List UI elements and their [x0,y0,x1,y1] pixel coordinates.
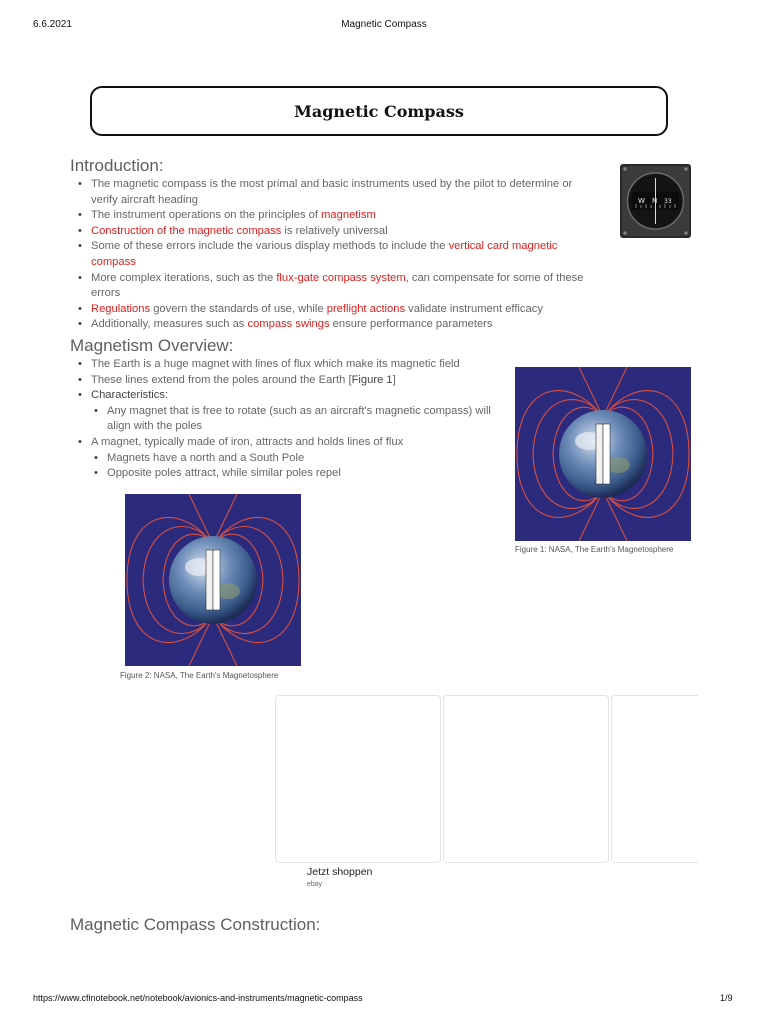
print-date: 6.6.2021 [33,19,72,30]
overview-list-item [70,357,500,373]
overview-list-item [70,451,500,467]
intro-list-item [70,271,600,302]
inline-link[interactable]: Construction of the magnetic compass [91,224,282,237]
figure-1-caption: Figure 1: NASA, The Earth's Magnetosphere [515,545,674,554]
intro-list-item [70,302,600,318]
figure-2-image [125,494,301,666]
intro-list [70,177,600,333]
magnetosphere-illustration [515,367,691,541]
ad-source: ebay [307,881,323,888]
list-item-text: ensure performance parameters [329,318,493,331]
compass-letter-33: 33 [664,198,672,205]
inline-link[interactable]: magnetism [321,209,376,222]
inline-link[interactable]: preflight actions [326,302,406,315]
ad-card-2[interactable] [443,695,609,863]
intro-heading: Introduction: [70,156,164,175]
intro-list-item [70,224,600,240]
list-item-text: Characteristics: [91,389,169,402]
intro-list-item [70,317,600,333]
list-item-text: Some of these errors include the various display methods to include the [91,240,449,253]
magnetosphere-illustration [125,494,301,666]
figure-1-image [515,367,691,541]
ad-card-3[interactable] [611,695,698,863]
list-item-text: The magnetic compass is the most primal and basic instruments used by the pilot to determine or verify aircraft heading [91,178,573,206]
compass-letter-w: W [638,197,645,205]
overview-list [70,357,500,482]
list-item-text: validate instrument efficacy [405,302,543,315]
overview-list-item [70,388,500,404]
list-item-text: A magnet, typically made of iron, attracts and holds lines of flux [91,435,404,448]
inline-link[interactable]: Regulations [91,302,151,315]
overview-heading: Magnetism Overview: [70,336,234,355]
overview-list-item [70,435,500,451]
intro-list-item [70,239,600,270]
list-item-text: More complex iterations, such as the [91,271,277,284]
overview-list-item [70,466,500,482]
list-item-text: Additionally, measures such as [91,318,248,331]
list-item-text: is relatively universal [281,224,388,237]
page-title: Magnetic Compass [294,101,464,121]
title-box [90,86,668,136]
overview-list-item [70,373,500,389]
footer-page-number: 1/9 [720,993,733,1003]
list-item-text: These lines extend from the poles around the Earth [ [91,373,352,386]
figure-2-caption: Figure 2: NASA, The Earth's Magnetosphere [120,671,279,680]
list-item-text: ] [392,373,396,386]
inline-link[interactable]: vertical card magnetic compass [91,240,558,268]
construction-heading: Magnetic Compass Construction: [70,915,321,934]
compass-letter-n: N [652,197,658,205]
intro-list-item [70,208,600,224]
intro-list-item [70,177,600,208]
list-item-text: The instrument operations on the principles of [91,209,322,222]
inline-link[interactable]: flux-gate compass system [276,271,406,284]
overview-list-item [70,404,500,435]
list-item-text: Opposite poles attract, while similar poles repel [107,467,341,480]
footer-url: https://www.cfinotebook.net/notebook/avionics-and-instruments/magnetic-compass [33,993,363,1003]
list-item-text: govern the standards of use, while [150,302,327,315]
list-item-text: Figure 1 [351,373,393,386]
list-item-text: Any magnet that is free to rotate (such as an aircraft's magnetic compass) will align with the poles [107,404,491,433]
list-item-text: , can compensate for some of these errors [91,271,584,300]
print-title: Magnetic Compass [341,19,427,30]
inline-link[interactable]: compass swings [247,318,330,331]
compass-image [620,164,691,238]
list-item-text: The Earth is a huge magnet with lines of flux which make its magnetic field [91,358,460,370]
ad-cta-link[interactable]: Jetzt shoppen [307,866,373,878]
list-item-text: Magnets have a north and a South Pole [107,451,305,464]
ad-card-1[interactable] [275,695,441,863]
